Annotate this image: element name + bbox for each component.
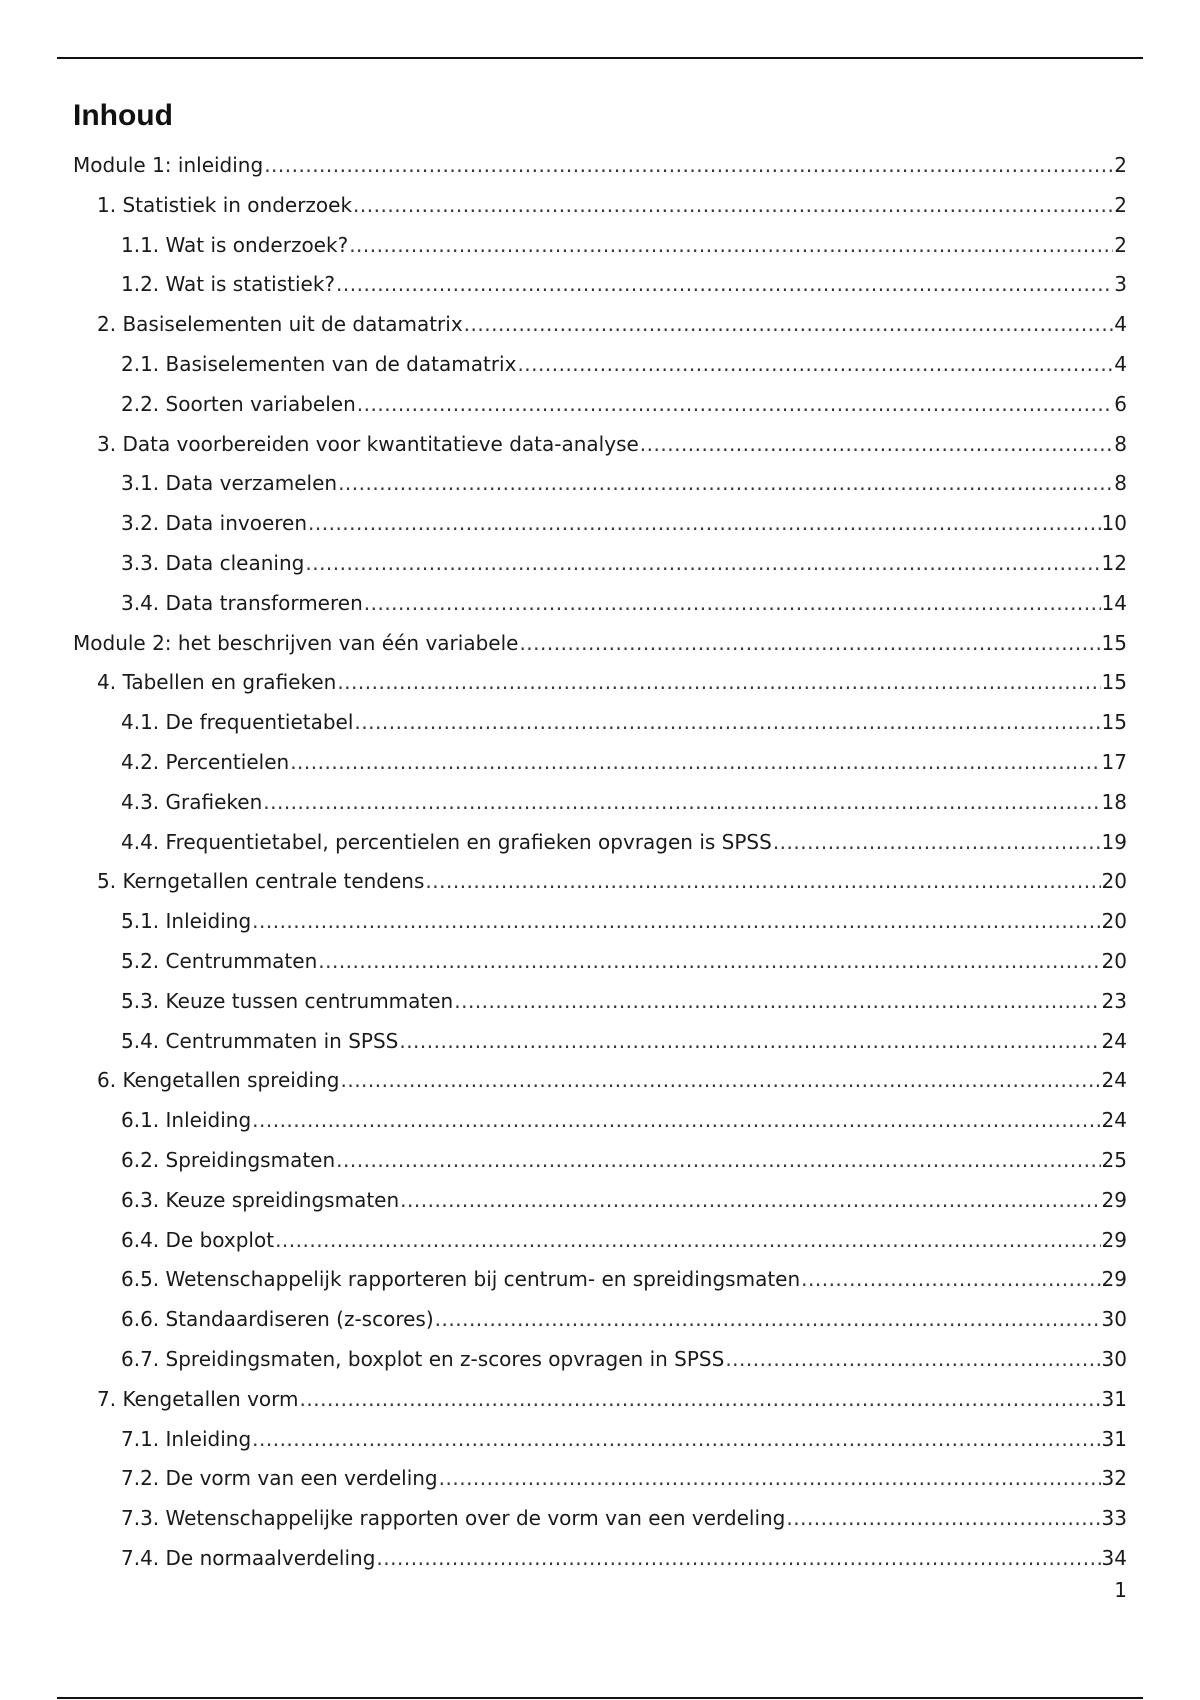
toc-entry[interactable] <box>73 626 1127 666</box>
toc-entry[interactable] <box>73 1302 1127 1342</box>
toc-entry[interactable] <box>73 347 1127 387</box>
toc-entry[interactable] <box>73 944 1127 984</box>
toc-entry[interactable] <box>73 586 1127 626</box>
toc-entry-title: 3.2. Data invoeren <box>121 511 308 536</box>
toc-entry-page: 20 <box>1101 909 1127 934</box>
toc-entry-title: 7.4. De normaalverdeling <box>121 1545 376 1570</box>
toc-entry[interactable] <box>73 1143 1127 1183</box>
toc-entry[interactable] <box>73 148 1127 188</box>
toc-entry[interactable] <box>73 1103 1127 1143</box>
toc-entry-title: 6.2. Spreidingsmaten <box>121 1147 336 1172</box>
toc-entry-title: 6.4. De boxplot <box>121 1227 275 1252</box>
toc-entry-page: 30 <box>1101 1346 1127 1371</box>
toc-entry[interactable] <box>73 1342 1127 1382</box>
toc-entry-page: 2 <box>1114 232 1127 257</box>
toc-entry-page: 10 <box>1101 511 1127 536</box>
toc-entry-title: 7.1. Inleiding <box>121 1426 252 1451</box>
toc-entry[interactable] <box>73 1461 1127 1501</box>
footer-rule <box>57 1697 1143 1699</box>
toc-entry-title: 4.4. Frequentietabel, percentielen en grafieken opvragen is SPSS <box>121 829 772 854</box>
toc-entry-page: 30 <box>1101 1307 1127 1332</box>
toc-entry[interactable] <box>73 984 1127 1024</box>
toc-entry-page: 12 <box>1101 550 1127 575</box>
table-of-contents <box>73 148 1127 1581</box>
toc-leader-dots <box>252 1422 1100 1456</box>
toc-entry-page: 24 <box>1101 1068 1127 1093</box>
toc-entry-title: 6.5. Wetenschappelijk rapporteren bij centrum- en spreidingsmaten <box>121 1267 801 1292</box>
toc-leader-dots <box>439 1461 1101 1495</box>
toc-entry-title: 5.1. Inleiding <box>121 909 252 934</box>
toc-entry-page: 4 <box>1114 351 1127 376</box>
toc-entry-title: 3.3. Data cleaning <box>121 550 305 575</box>
toc-entry-page: 23 <box>1101 988 1127 1013</box>
toc-entry-page: 24 <box>1101 1108 1127 1133</box>
toc-leader-dots <box>464 307 1114 341</box>
toc-entry-title: 7. Kengetallen vorm <box>97 1386 299 1411</box>
toc-leader-dots <box>263 785 1100 819</box>
toc-leader-dots <box>425 864 1100 898</box>
toc-leader-dots <box>275 1223 1100 1257</box>
toc-entry-title: 2.2. Soorten variabelen <box>121 391 356 416</box>
toc-leader-dots <box>308 506 1101 540</box>
toc-leader-dots <box>354 705 1100 739</box>
toc-leader-dots <box>454 984 1100 1018</box>
toc-entry[interactable] <box>73 1024 1127 1064</box>
toc-entry-page: 31 <box>1101 1426 1127 1451</box>
toc-entry[interactable] <box>73 1063 1127 1103</box>
toc-leader-dots <box>252 904 1100 938</box>
toc-entry-title: 7.3. Wetenschappelijke rapporten over de vorm van een verdeling <box>121 1506 786 1531</box>
toc-entry-title: 7.2. De vorm van een verdeling <box>121 1466 438 1491</box>
toc-entry-title: 6.1. Inleiding <box>121 1108 252 1133</box>
toc-entry-title: 6.6. Standaardiseren (z-scores) <box>121 1307 434 1332</box>
toc-entry-title: 3.1. Data verzamelen <box>121 471 338 496</box>
toc-leader-dots <box>519 626 1100 660</box>
toc-entry-page: 24 <box>1101 1028 1127 1053</box>
toc-leader-dots <box>338 466 1113 500</box>
toc-entry[interactable] <box>73 506 1127 546</box>
toc-entry-title: 6.7. Spreidingsmaten, boxplot en z-scores opvragen in SPSS <box>121 1346 725 1371</box>
toc-entry-page: 34 <box>1101 1545 1127 1570</box>
toc-entry[interactable] <box>73 188 1127 228</box>
toc-entry[interactable] <box>73 1541 1127 1581</box>
toc-entry[interactable] <box>73 1183 1127 1223</box>
toc-leader-dots <box>786 1501 1100 1535</box>
toc-leader-dots <box>300 1382 1101 1416</box>
toc-entry-page: 3 <box>1114 272 1127 297</box>
toc-entry[interactable] <box>73 745 1127 785</box>
toc-leader-dots <box>318 944 1100 978</box>
toc-entry-page: 19 <box>1101 829 1127 854</box>
toc-entry-page: 20 <box>1101 948 1127 973</box>
toc-entry[interactable] <box>73 904 1127 944</box>
toc-entry-title: 4.1. De frequentietabel <box>121 710 354 735</box>
toc-entry[interactable] <box>73 387 1127 427</box>
toc-entry-title: 5.3. Keuze tussen centrummaten <box>121 988 454 1013</box>
toc-leader-dots <box>376 1541 1100 1575</box>
toc-leader-dots <box>773 825 1101 859</box>
toc-entry-page: 15 <box>1101 630 1127 655</box>
toc-entry-title: 2. Basiselementen uit de datamatrix <box>97 312 463 337</box>
toc-entry-title: 6. Kengetallen spreiding <box>97 1068 340 1093</box>
page-number: 1 <box>1114 1578 1127 1602</box>
toc-entry[interactable] <box>73 665 1127 705</box>
toc-leader-dots <box>364 586 1101 620</box>
toc-leader-dots <box>353 188 1113 222</box>
toc-entry-title: 5.2. Centrummaten <box>121 948 318 973</box>
toc-entry-page: 29 <box>1101 1267 1127 1292</box>
toc-entry[interactable] <box>73 427 1127 467</box>
toc-leader-dots <box>340 1063 1100 1097</box>
toc-leader-dots <box>336 267 1113 301</box>
toc-entry-page: 2 <box>1114 153 1127 177</box>
toc-entry-title: 2.1. Basiselementen van de datamatrix <box>121 351 517 376</box>
toc-entry[interactable] <box>73 228 1127 268</box>
toc-leader-dots <box>252 1103 1100 1137</box>
toc-entry-title: 1.1. Wat is onderzoek? <box>121 232 349 257</box>
toc-entry-title: 4.2. Percentielen <box>121 749 290 774</box>
toc-entry-title: 3. Data voorbereiden voor kwantitatieve data-analyse <box>97 431 639 456</box>
toc-entry[interactable] <box>73 705 1127 745</box>
toc-entry-page: 29 <box>1101 1187 1127 1212</box>
toc-entry-page: 20 <box>1101 869 1127 894</box>
toc-leader-dots <box>640 427 1113 461</box>
toc-entry-page: 15 <box>1101 710 1127 735</box>
page-title: Inhoud <box>73 99 173 132</box>
toc-leader-dots <box>725 1342 1100 1376</box>
toc-entry-page: 29 <box>1101 1227 1127 1252</box>
toc-entry-page: 31 <box>1101 1386 1127 1411</box>
toc-leader-dots <box>336 1143 1100 1177</box>
toc-entry-title: 1.2. Wat is statistiek? <box>121 272 336 297</box>
toc-entry-title: 4.3. Grafieken <box>121 789 263 814</box>
toc-entry-page: 18 <box>1101 789 1127 814</box>
toc-entry-title: 6.3. Keuze spreidingsmaten <box>121 1187 400 1212</box>
toc-leader-dots <box>435 1302 1101 1336</box>
toc-entry-title: Module 1: inleiding <box>73 153 264 177</box>
toc-entry[interactable] <box>73 1501 1127 1541</box>
toc-entry[interactable] <box>73 1262 1127 1302</box>
toc-leader-dots <box>399 1024 1100 1058</box>
toc-entry[interactable] <box>73 466 1127 506</box>
toc-entry-page: 32 <box>1101 1466 1127 1491</box>
toc-entry[interactable] <box>73 267 1127 307</box>
toc-entry[interactable] <box>73 307 1127 347</box>
header-rule <box>57 57 1143 59</box>
toc-leader-dots <box>337 665 1100 699</box>
toc-leader-dots <box>290 745 1100 779</box>
toc-leader-dots <box>400 1183 1100 1217</box>
toc-entry-page: 17 <box>1101 749 1127 774</box>
toc-entry-title: 4. Tabellen en grafieken <box>97 670 337 695</box>
toc-entry[interactable] <box>73 1223 1127 1263</box>
toc-entry-title: 5. Kerngetallen centrale tendens <box>97 869 425 894</box>
toc-entry-page: 8 <box>1114 471 1127 496</box>
toc-entry-page: 2 <box>1114 192 1127 217</box>
toc-entry-title: Module 2: het beschrijven van één variabele <box>73 630 519 655</box>
toc-leader-dots <box>305 546 1100 580</box>
toc-leader-dots <box>349 228 1113 262</box>
toc-leader-dots <box>264 148 1113 182</box>
toc-entry-title: 1. Statistiek in onderzoek <box>97 192 353 217</box>
toc-entry-page: 14 <box>1101 590 1127 615</box>
toc-entry[interactable] <box>73 1382 1127 1422</box>
toc-entry-title: 3.4. Data transformeren <box>121 590 363 615</box>
toc-entry[interactable] <box>73 1422 1127 1462</box>
toc-entry-page: 6 <box>1114 391 1127 416</box>
toc-leader-dots <box>801 1262 1100 1296</box>
toc-entry-page: 4 <box>1114 312 1127 337</box>
toc-entry[interactable] <box>73 785 1127 825</box>
toc-entry-page: 8 <box>1114 431 1127 456</box>
toc-entry[interactable] <box>73 825 1127 865</box>
toc-leader-dots <box>517 347 1113 381</box>
toc-entry-title: 5.4. Centrummaten in SPSS <box>121 1028 399 1053</box>
toc-entry-page: 25 <box>1101 1147 1127 1172</box>
toc-leader-dots <box>357 387 1114 421</box>
toc-entry[interactable] <box>73 864 1127 904</box>
toc-entry-page: 15 <box>1101 670 1127 695</box>
toc-entry-page: 33 <box>1101 1506 1127 1531</box>
toc-entry[interactable] <box>73 546 1127 586</box>
